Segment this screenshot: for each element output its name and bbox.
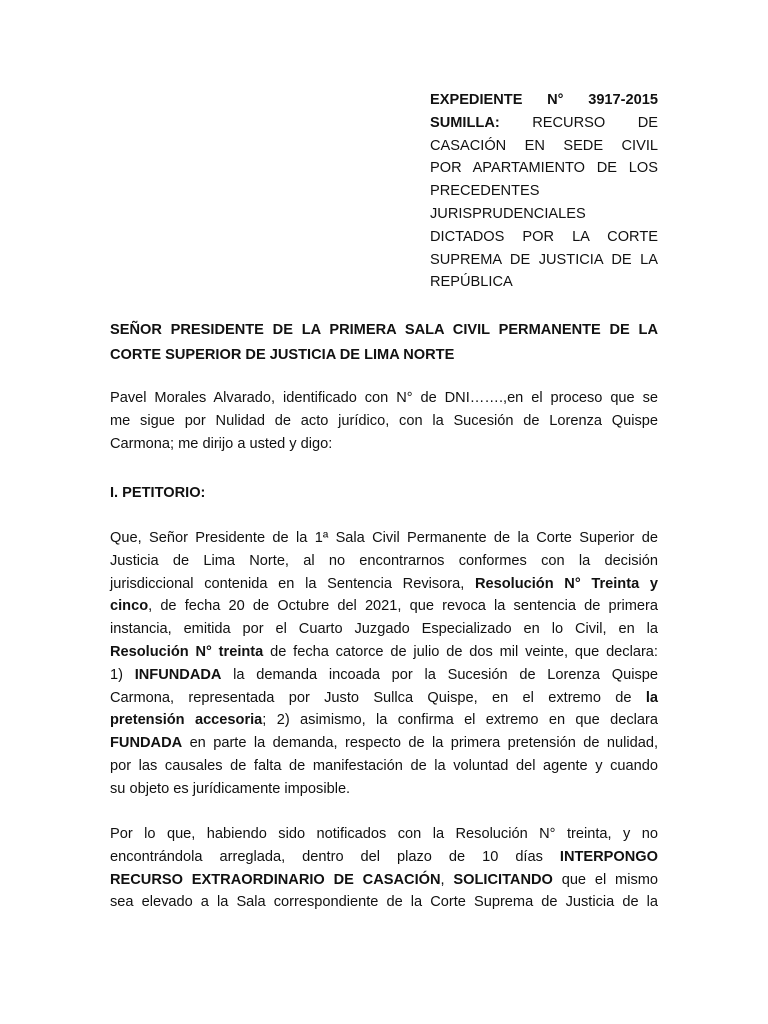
text-line: sea elevado a la Sala correspondiente de la Corte Suprema de Justicia de la: [110, 894, 658, 911]
text-line: [110, 687, 658, 710]
addressee-line: SEÑOR PRESIDENTE DE LA PRIMERA SALA CIVIL PERMANENTE DE LA: [110, 322, 658, 338]
text-line: me sigue por Nulidad de acto jurídico, con la Sucesión de Lorenza Quispe: [110, 412, 658, 429]
bold-run: FUNDADA: [110, 735, 183, 752]
bold-run: Resolución N° Treinta y: [474, 575, 658, 592]
sumilla-line: SUPREMA DE JUSTICIA DE LA: [430, 251, 658, 268]
text-line: [110, 709, 658, 732]
text-run: jurisdiccional contenida en la Sentencia Revisora,: [110, 575, 465, 592]
bold-run: Resolución N° treinta: [110, 643, 264, 660]
bold-run: SOLICITANDO: [453, 871, 553, 888]
bold-run: la: [645, 689, 658, 706]
text-run: en parte la demanda, respecto de la primera pretensión de nulidad,: [182, 735, 658, 752]
addressee-line: CORTE SUPERIOR DE JUSTICIA DE LIMA NORTE: [110, 347, 455, 363]
sumilla-text: RECURSO DE: [532, 114, 658, 131]
text-line: por las causales de falta de manifestación de la voluntad del agente y cuando: [110, 757, 658, 774]
sumilla-line: CASACIÓN EN SEDE CIVIL: [430, 137, 658, 154]
petitorio-paragraph-1: [110, 527, 658, 801]
text-line: Pavel Morales Alvarado, identificado con N° de DNI…….,en el proceso que se: [110, 390, 658, 406]
intro-paragraph: [110, 387, 658, 455]
text-line: [110, 732, 658, 755]
text-line: [110, 846, 658, 869]
bold-run: RECURSO EXTRAORDINARIO DE CASACIÓN: [110, 871, 441, 888]
petitorio-heading: I. PETITORIO:: [110, 485, 206, 501]
text-line: [110, 869, 658, 892]
text-line: su objeto es jurídicamente imposible.: [110, 780, 351, 797]
text-line: [110, 664, 658, 687]
sumilla-line: JURISPRUDENCIALES: [430, 205, 586, 222]
bold-run: pretensión accesoria: [110, 712, 263, 729]
sumilla-line: PRECEDENTES: [430, 183, 540, 200]
text-line: Carmona; me dirijo a usted y digo:: [110, 435, 333, 452]
text-run: encontrándola arreglada, dentro del plazo de 10 días: [110, 848, 560, 865]
text-run: Carmona, representada por Justo Sullca Quispe, en el extremo de: [110, 689, 646, 706]
text-line: [110, 595, 658, 618]
sumilla-first-line: [430, 112, 658, 135]
text-run: ; 2) asimismo, la confirma el extremo en que declara: [262, 712, 658, 729]
bold-run: cinco: [110, 598, 149, 615]
text-run: la demanda incoada por la Sucesión de Lorenza Quispe: [221, 666, 658, 683]
text-run: 1): [110, 666, 135, 683]
text-line: [110, 573, 658, 596]
text-run: ,: [440, 871, 454, 888]
sumilla-label: SUMILLA:: [430, 114, 500, 131]
text-line: instancia, emitida por el Cuarto Juzgado Especializado en lo Civil, en la: [110, 621, 658, 638]
bold-run: INTERPONGO: [559, 848, 658, 865]
text-line: [110, 641, 658, 664]
bold-run: INFUNDADA: [134, 666, 222, 683]
sumilla-line: REPÚBLICA: [430, 274, 513, 291]
text-line: Justicia de Lima Norte, al no encontrarnos conformes con la decisión: [110, 552, 658, 569]
petitorio-paragraph-2: [110, 823, 658, 914]
text-run: de fecha catorce de julio de dos mil veinte, que declara:: [263, 643, 658, 660]
expediente-number: EXPEDIENTE N° 3917-2015: [430, 92, 658, 108]
sumilla-line: POR APARTAMIENTO DE LOS: [430, 160, 658, 177]
text-line: Por lo que, habiendo sido notificados con la Resolución N° treinta, y no: [110, 826, 658, 842]
text-run: , de fecha 20 de Octubre del 2021, que revoca la sentencia de primera: [148, 598, 658, 615]
text-line: Que, Señor Presidente de la 1ª Sala Civil Permanente de la Corte Superior de: [110, 530, 658, 546]
sumilla-line: DICTADOS POR LA CORTE: [430, 228, 658, 245]
case-header: [430, 89, 658, 294]
addressee: [110, 318, 658, 368]
text-run: que el mismo: [552, 871, 659, 888]
